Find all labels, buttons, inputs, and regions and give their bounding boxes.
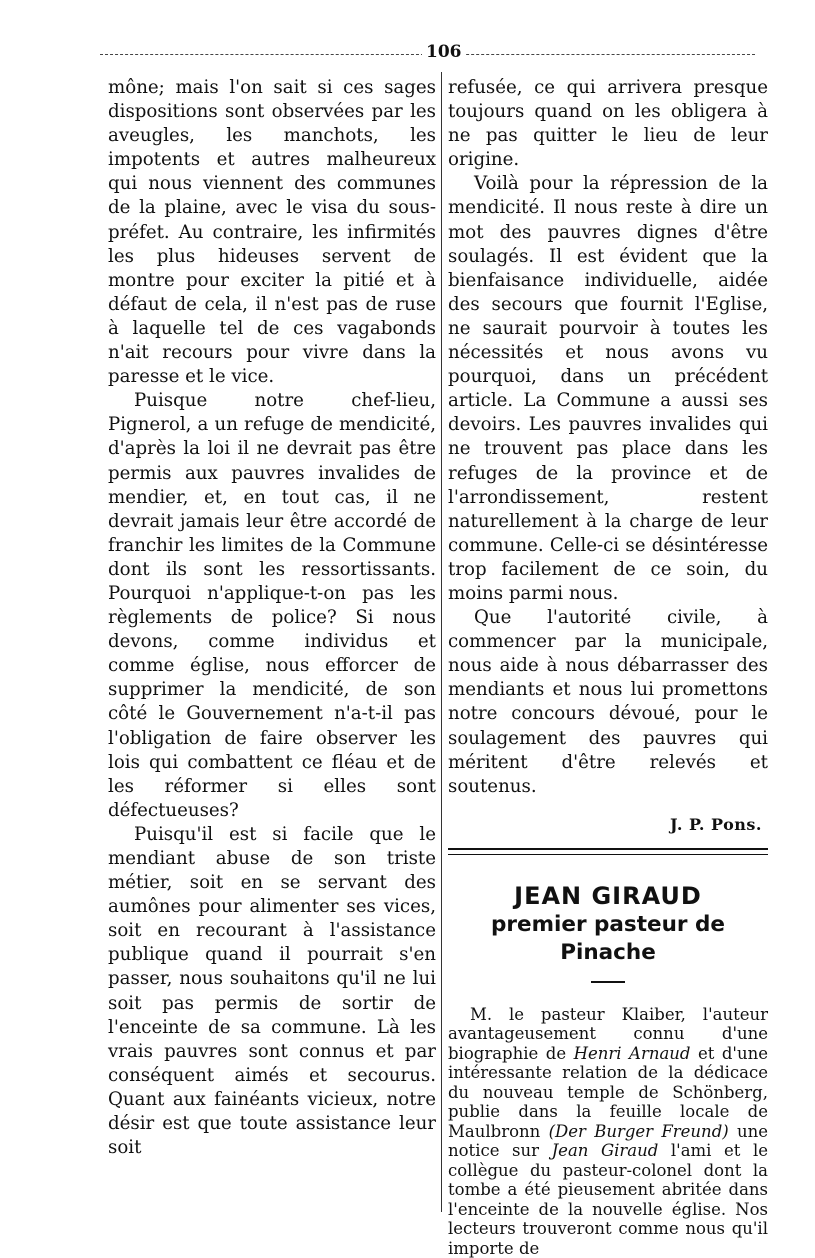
title-rule — [591, 981, 625, 983]
page-number: 106 — [422, 42, 466, 62]
paragraph: Puisqu'il est si facile que le mendiant abuse de son triste métier, soit en se servant des aumônes pour alimenter ses vices, soit en recourant à l'assistance publique quand il pourrait s'en passer, nous souhaitons qu'il ne lui soit pas permis de sortir de l'enceinte de sa commune. Là les vrais pauvres sont connus et par conséquent aimés et secourus. Quant aux fainéants vicieux, notre désir est que toute assistance leur soit — [108, 823, 436, 1159]
article-intro — [448, 1005, 768, 1258]
author-signature: J. P. Pons. — [670, 814, 762, 834]
paragraph: Voilà pour la répression de la mendicité. Il nous reste à dire un mot des pauvres dignes d'être soulagés. Il est évident que la bienfaisance individuelle, aidée des secours que fournit l'Eglise, ne saurait pourvoir à toutes les nécessités et nous avons vu pourquoi, dans un précédent article. La Commune a aussi ses devoirs. Les pauvres invalides qui ne trouvent pas place dans les refuges de la province et de l'arrondissement, restent naturellement à la charge de leur commune. Celle-ci se désintéresse trop facilement de ce soin, du moins parmi nous. — [448, 173, 768, 604]
intro-text: une notice sur — [448, 1121, 768, 1161]
paragraph: Que l'autorité civile, à commencer par la municipale, nous aide à nous débarrasser des mendiants et nous lui promettons notre concours dévoué, pour le soulagement des pauvres qui méritent d'être relevés et soutenus. — [448, 607, 768, 797]
right-column — [448, 76, 768, 1258]
article-subtitle: premier pasteur de Pinache — [491, 911, 725, 965]
left-column — [108, 76, 436, 1160]
column-divider — [441, 72, 442, 1212]
intro-italic: Henri Arnaud — [573, 1043, 691, 1063]
article-intro-text — [448, 1005, 768, 1258]
intro-italic: (Der Burger Freund) — [548, 1121, 729, 1141]
paragraph: refusée, ce qui arrivera presque toujours quand on les obligera à ne pas quitter le lieu de leur origine. — [448, 77, 768, 171]
paragraph: Puisque notre chef-lieu, Pignerol, a un refuge de mendicité, d'après la loi il ne devrait pas être permis aux pauvres invalides de mendier, et, en tout cas, il ne devrait jamais leur être accordé de franchir les limites de la Commune dont ils sont les ressortissants. Pourquoi n'applique-t-on pas les règlements de police? Si nous devons, comme individus et comme église, nous efforcer de supprimer la mendicité, de son côté le Gouvernement n'a-t-il pas l'obligation de faire observer les lois qui combattent ce fléau et de les réformer si elles sont défectueuses? — [108, 390, 436, 821]
paragraph: mône; mais l'on sait si ces sages dispositions sont observées par les aveugles, les manchots, les impotents et autres malheureux qui nous viennent des communes de la plaine, avec le visa du sous-préfet. Au contraire, les infirmités les plus hideuses servent de montre pour exciter la pitié et à défaut de cela, il n'est pas de ruse à laquelle tel de ces vagabonds n'ait recours pour vivre dans la paresse et le vice. — [108, 77, 436, 388]
intro-text: et d'une intéressante relation de la dédicace du nouveau temple de Schönberg, publie dans la feuille locale de Maulbronn — [448, 1043, 768, 1141]
intro-italic: Jean Giraud — [551, 1141, 659, 1161]
article-title: JEAN GIRAUD — [514, 881, 702, 910]
intro-text: M. le pasteur Klaiber, l'auteur avantageusement connu d'une biographie de — [448, 1004, 768, 1063]
intro-text: l'ami et le collègue du pasteur-colonel dont la tombe a été pieusement abritée dans l'enceinte de la nouvelle église. Nos lecteurs trouveront comme nous qu'il importe de — [448, 1141, 768, 1258]
section-separator — [448, 848, 768, 855]
